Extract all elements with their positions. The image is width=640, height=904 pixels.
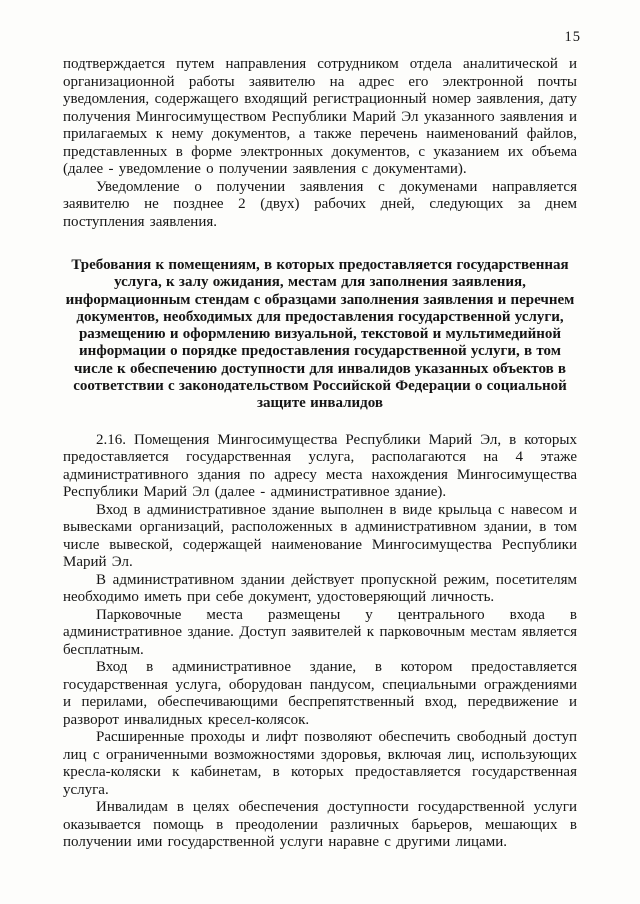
paragraph-disabled-assistance: Инвалидам в целях обеспечения доступности государственной услуги оказывается помощь в преодолении различных барьеров, мешающих в получении ими государственной услуги наравне с другими лицами.: [63, 799, 577, 851]
section-heading-premises-requirements: Требования к помещениям, в которых предоставляется государственная услуга, к залу ожидания, местам для заполнения заявления, информационным стендам с образцами заполнения заявления и перечнем документов, необходимых для предоставления государственной услуги, размещению и оформлению визуальной, текстовой и мультимедийной информации о порядке предоставления государственной услуги, в том числе к обеспечению доступности для инвалидов указанных объектов в соответствии с законодательством Российской Федерации о социальной защите инвалидов: [65, 257, 575, 412]
paragraph-2-16-premises-location: 2.16. Помещения Мингосимущества Республики Марий Эл, в которых предоставляется государственная услуга, располагаются на 4 этаже административного здания по адресу места нахождения Мингосимущества Республики Марий Эл (далее - административное здание).: [63, 431, 577, 501]
paragraph-ramp-equipment: Вход в административное здание, в котором предоставляется государственная услуга, оборудован пандусом, специальными ограждениями и перилами, обеспечивающими беспрепятственный вход, передвижение и разворот инвалидных кресел-колясок.: [63, 659, 577, 728]
paragraph-wide-passages-lift: Расширенные проходы и лифт позволяют обеспечить свободный доступ лиц с ограниченными возможностями здоровья, включая лиц, использующих кресла-коляски к кабинетам, в которых предоставляется государственная услуга.: [63, 729, 577, 798]
paragraph-receipt-confirmation: подтверждается путем направления сотрудником отдела аналитической и организационной работы заявителю на адрес его электронной почты уведомления, содержащего входящий регистрационный номер заявления, дату получения Мингосимуществом Республики Марий Эл указанного заявления и прилагаемых к нему документов, а также перечень наименований файлов, представленных в форме электронных документов, с указанием их объема (далее - уведомление о получении заявления с документами).: [63, 56, 577, 177]
document-body: [63, 56, 577, 852]
paragraph-access-regime: В административном здании действует пропускной режим, посетителям необходимо иметь при себе документ, удостоверяющий личность.: [63, 571, 577, 606]
page-number: 15: [564, 29, 581, 45]
paragraph-parking: Парковочные места размещены у центрального входа в административное здание. Доступ заявителей к парковочным местам является бесплатным.: [63, 606, 577, 658]
paragraph-notification-deadline: Уведомление о получении заявления с докуменами направляется заявителю не позднее 2 (двух) рабочих дней, следующих за днем поступления заявления.: [63, 178, 577, 230]
paragraph-building-entrance: Вход в административное здание выполнен в виде крыльца с навесом и вывесками организаций, расположенных в административном здании, в том числе вывеской, содержащей наименование Мингосимущества Республики Марий Эл.: [63, 501, 577, 571]
